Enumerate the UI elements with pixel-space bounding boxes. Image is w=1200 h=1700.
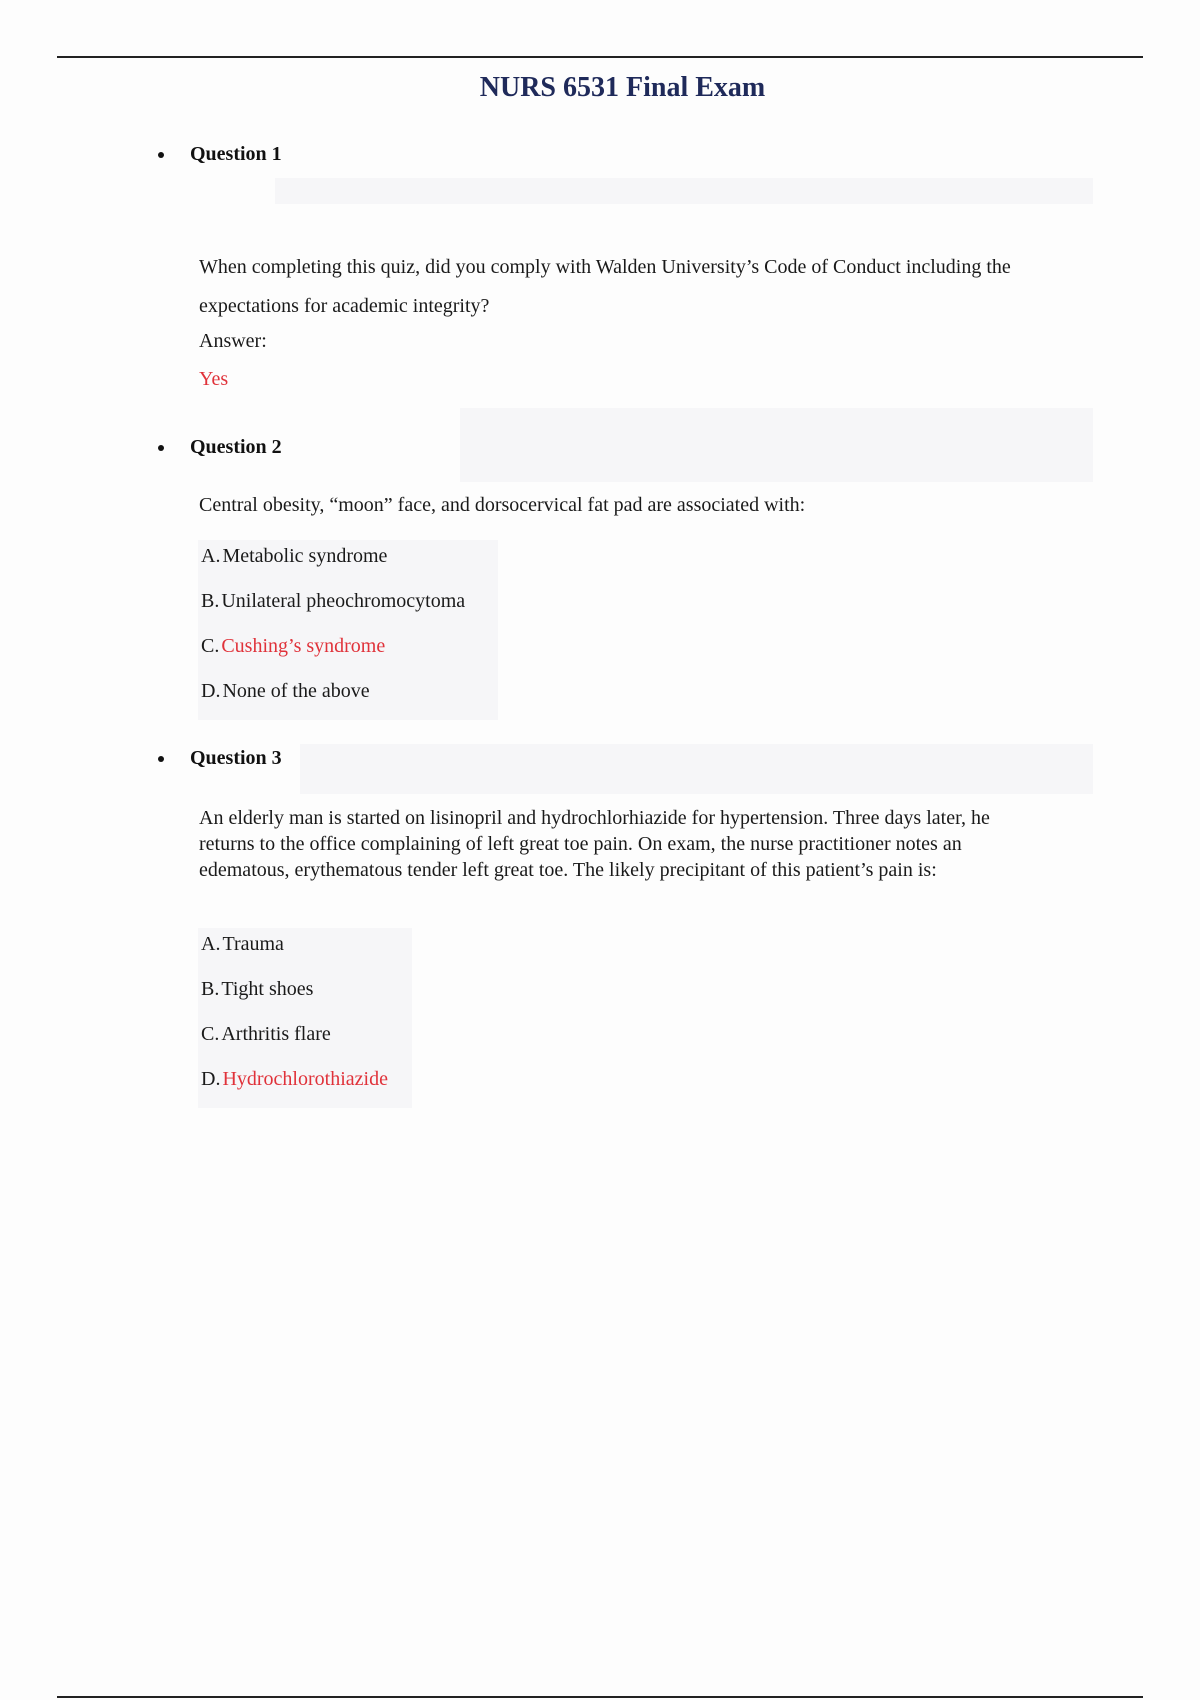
question-2-label: Question 2 (190, 436, 282, 458)
shaded-band (460, 408, 1093, 482)
option-text: Trauma (222, 933, 284, 955)
option-letter: B. (201, 590, 220, 612)
bullet-icon (158, 445, 164, 451)
option-letter: D. (201, 1068, 221, 1090)
document-title: NURS 6531 Final Exam (479, 72, 766, 103)
question-2-heading (158, 436, 282, 459)
bullet-icon (158, 152, 164, 158)
shaded-band (300, 744, 1093, 794)
option-b[interactable] (201, 590, 465, 613)
option-letter: A. (201, 545, 221, 567)
option-text: Unilateral pheochromocytoma (221, 590, 466, 612)
option-text: Metabolic syndrome (222, 545, 388, 567)
question-3-label: Question 3 (190, 747, 282, 769)
option-a[interactable] (201, 545, 387, 568)
question-2-text: Central obesity, “moon” face, and dorsocervical fat pad are associated with: (199, 494, 806, 516)
option-a[interactable] (201, 933, 284, 956)
option-text: Tight shoes (221, 978, 314, 1000)
question-3-text: An elderly man is started on lisinopril and hydrochlorhiazide for hypertension. Three days later, he returns to the office complaining of left great toe pain. On exam, the nurse practitioner notes an edematous, erythematous tender left great toe. The likely precipitant of this patient’s pain is: (199, 807, 990, 881)
option-c-correct[interactable] (201, 635, 385, 658)
option-letter: C. (201, 635, 220, 657)
question-3-heading (158, 747, 282, 770)
option-c[interactable] (201, 1023, 331, 1046)
option-d[interactable] (201, 680, 370, 703)
question-1-text: When completing this quiz, did you comply with Walden University’s Code of Conduct including the expectations for academic integrity? (199, 256, 1011, 317)
answer-value: Yes (199, 368, 229, 390)
option-letter: B. (201, 978, 220, 1000)
option-d-correct[interactable] (201, 1068, 388, 1091)
option-text: Hydrochlorothiazide (222, 1068, 388, 1090)
option-letter: C. (201, 1023, 220, 1045)
option-letter: A. (201, 933, 221, 955)
option-text: Arthritis flare (221, 1023, 331, 1045)
question-1-heading (158, 143, 282, 166)
answer-label: Answer: (199, 330, 267, 352)
option-letter: D. (201, 680, 221, 702)
bullet-icon (158, 756, 164, 762)
shaded-band (275, 178, 1093, 204)
option-text: Cushing’s syndrome (221, 635, 386, 657)
option-text: None of the above (222, 680, 370, 702)
option-b[interactable] (201, 978, 313, 1001)
top-rule (57, 56, 1143, 58)
bottom-rule (57, 1696, 1143, 1698)
question-1-label: Question 1 (190, 143, 282, 165)
